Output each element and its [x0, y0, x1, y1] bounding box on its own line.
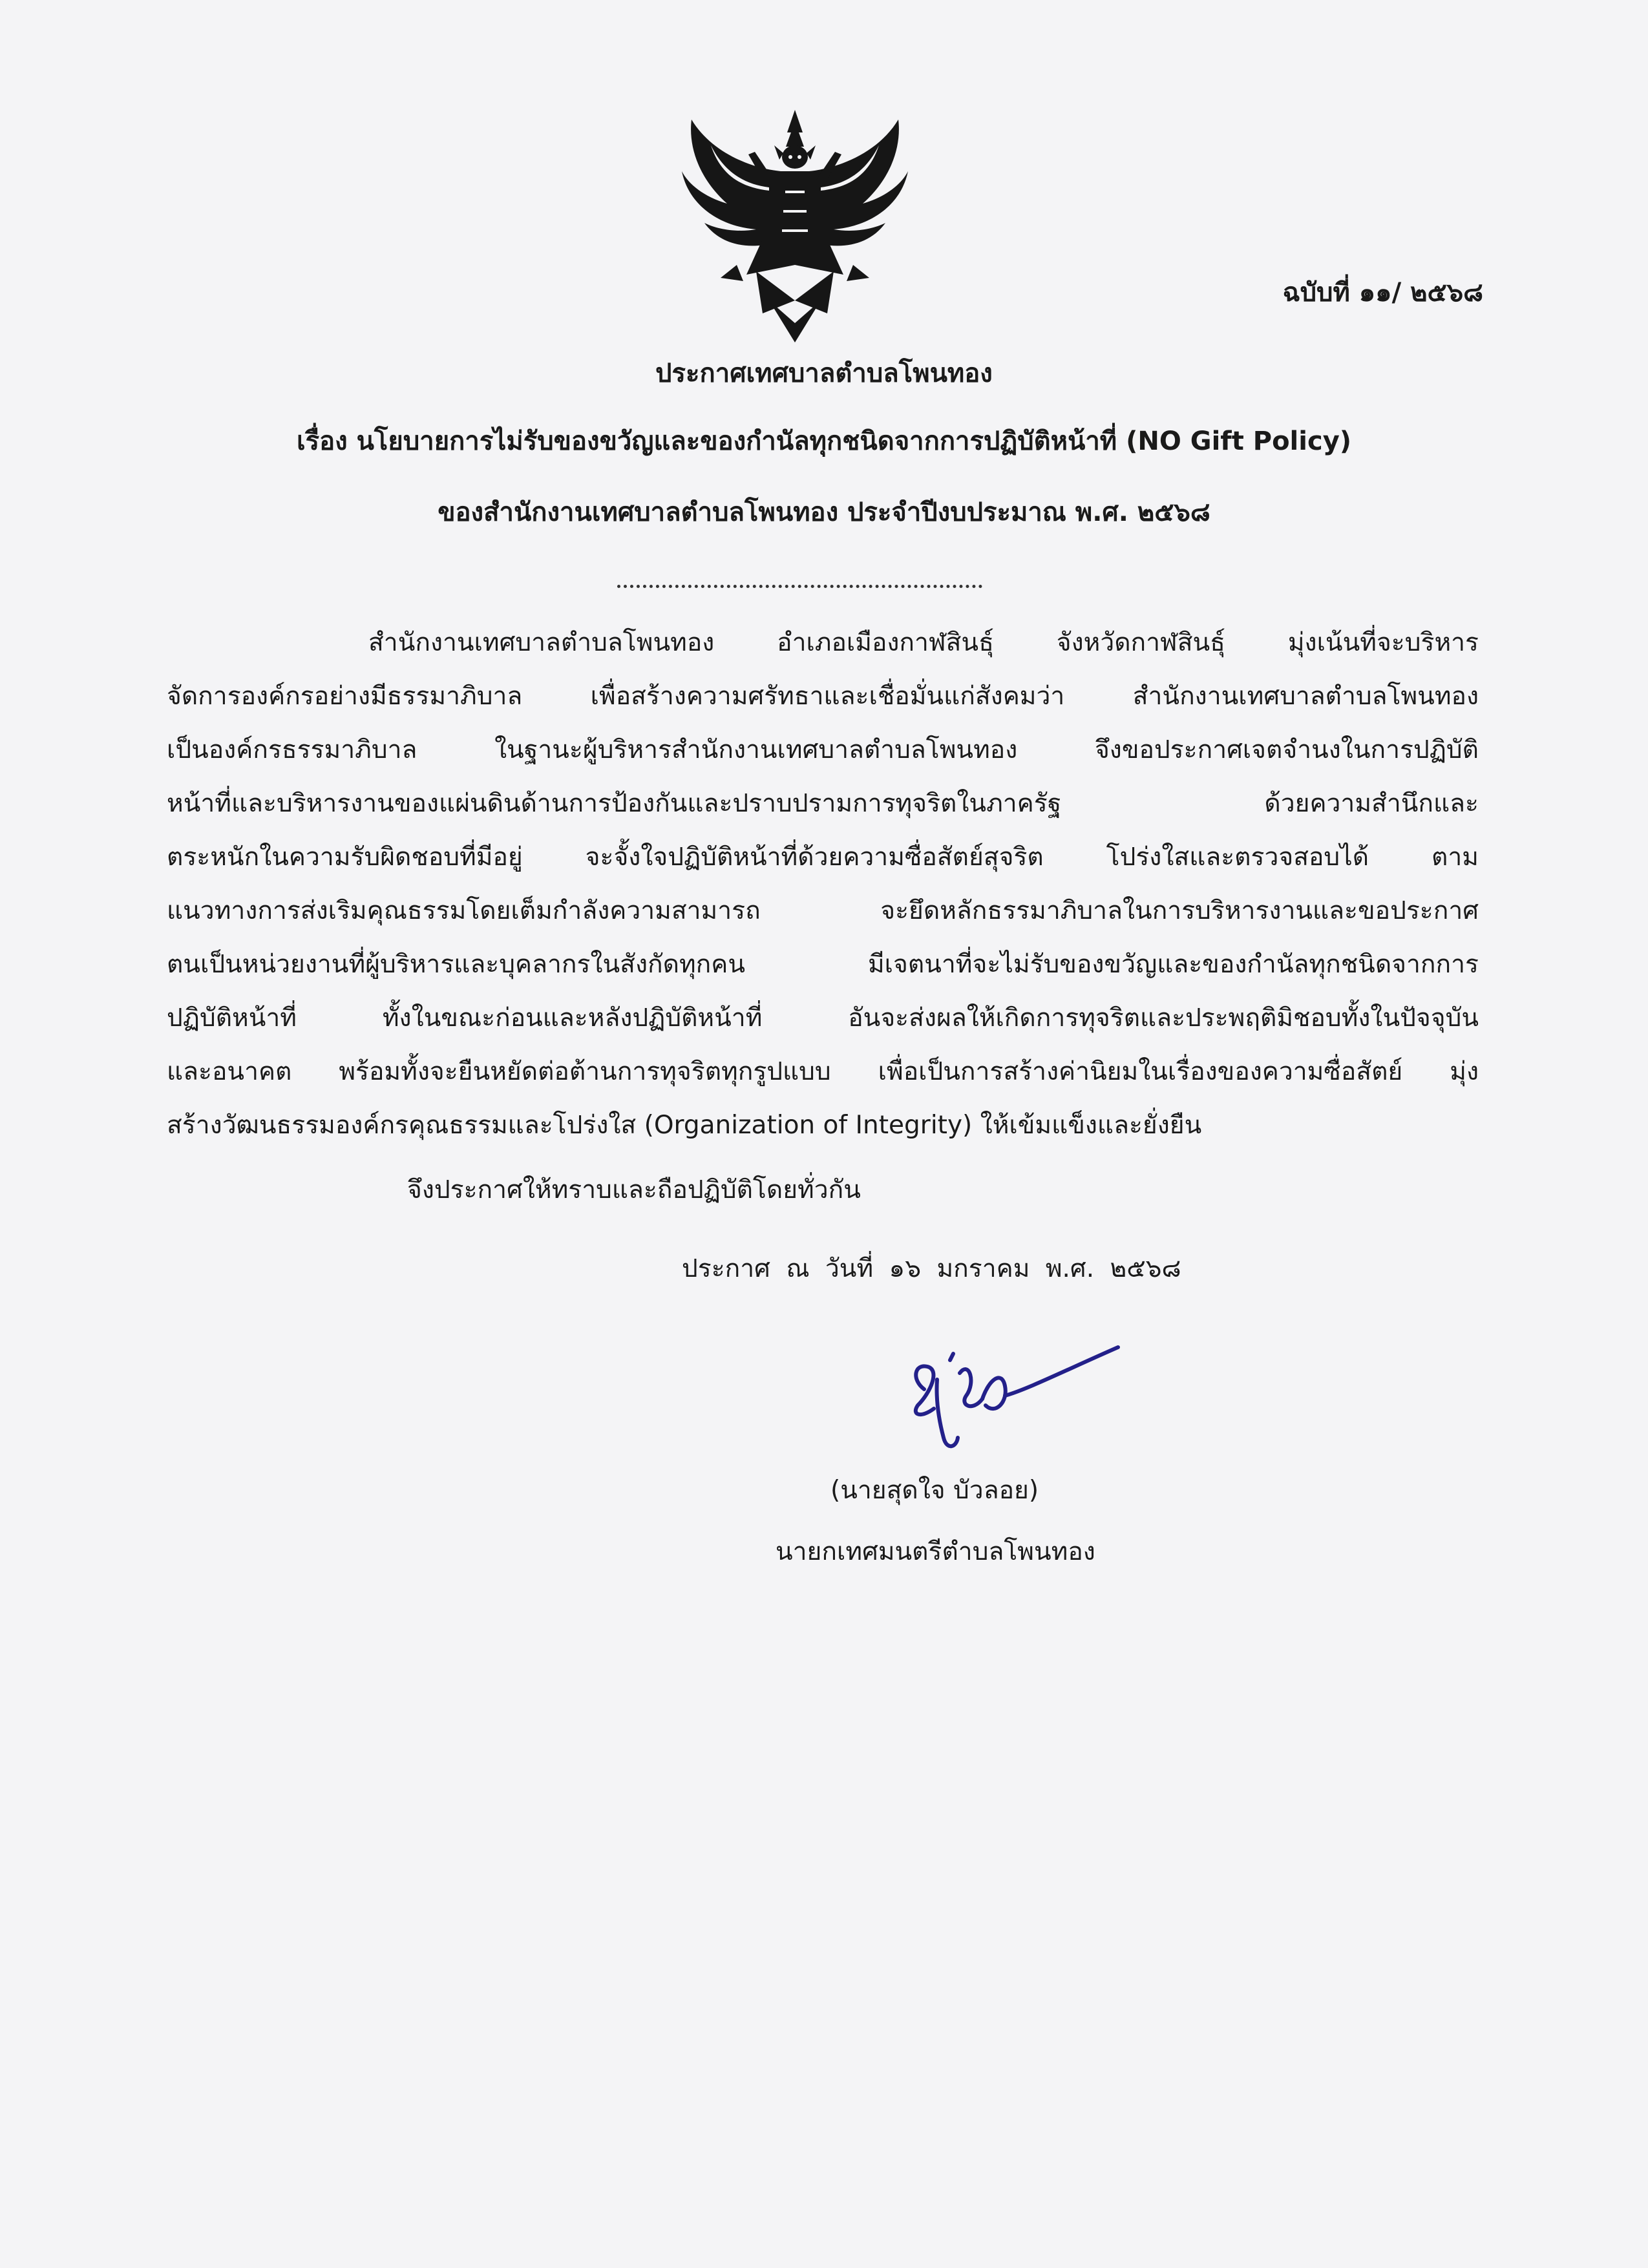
garuda-emblem-icon: [666, 107, 924, 346]
body-line: จัดการองค์กรอย่างมีธรรมาภิบาล เพื่อสร้างความศรัทธาและเชื่อมั่นแก่สังคมว่า สำนักงานเทศบาลตำบลโพนทอง: [167, 682, 1479, 711]
body-line: และอนาคต พร้อมทั้งจะยืนหยัดต่อต้านการทุจริตทุกรูปแบบ เพื่อเป็นการสร้างค่านิยมในเรื่องของความซื่อสัตย์ มุ่ง: [167, 1057, 1479, 1086]
body-line: สร้างวัฒนธรรมองค์กรคุณธรรมและโปร่งใส (Organization of Integrity) ให้เข้มแข็งและยั่งยืน: [167, 1111, 1202, 1140]
dotted-separator: [617, 585, 982, 588]
announcement-title: ประกาศเทศบาลตำบลโพนทอง: [655, 359, 993, 388]
body-line: ตนเป็นหน่วยงานที่ผู้บริหารและบุคลากรในสังกัดทุกคน มีเจตนาที่จะไม่รับของขวัญและของกำนัลทุกชนิดจากการ: [167, 950, 1479, 979]
announcement-date: ประกาศ ณ วันที่ ๑๖ มกราคม พ.ศ. ๒๕๖๘: [682, 1254, 1181, 1283]
signatory-name: (นายสุดใจ บัวลอย): [830, 1476, 1039, 1505]
body-line: ตระหนักในความรับผิดชอบที่มีอยู่ จะจั้งใจปฏิบัติหน้าที่ด้วยความซื่อสัตย์สุจริต โปร่งใสและตรวจสอบได้ ตาม: [167, 843, 1479, 872]
document-number: ฉบับที่ ๑๑/ ๒๕๖๘: [1282, 278, 1483, 308]
handwritten-signature: [898, 1334, 1131, 1464]
body-line: หน้าที่และบริหารงานของแผ่นดินด้านการป้องกันและปราบปรามการทุจริตในภาครัฐ ด้วยความสำนึกและ: [167, 789, 1479, 818]
body-line: เป็นองค์กรธรรมาภิบาล ในฐานะผู้บริหารสำนักงานเทศบาลตำบลโพนทอง จึงขอประกาศเจตจำนงในการปฏิบัติ: [167, 735, 1479, 764]
closing-statement: จึงประกาศให้ทราบและถือปฏิบัติโดยทั่วกัน: [407, 1175, 861, 1204]
announcement-subject: เรื่อง นโยบายการไม่รับของขวัญและของกำนัลทุกชนิดจากการปฏิบัติหน้าที่ (NO Gift Policy): [296, 426, 1352, 456]
signatory-position: นายกเทศมนตรีตำบลโพนทอง: [776, 1537, 1095, 1566]
body-line: แนวทางการส่งเริมคุณธรรมโดยเต็มกำลังความสามารถ จะยึดหลักธรรมาภิบาลในการบริหารงานและขอประกาศ: [167, 896, 1479, 925]
body-line: สำนักงานเทศบาลตำบลโพนทอง อำเภอเมืองกาฬสินธุ์ จังหวัดกาฬสินธุ์ มุ่งเน้นที่จะบริหาร: [368, 628, 1479, 657]
body-line: ปฏิบัติหน้าที่ ทั้งในขณะก่อนและหลังปฏิบัติหน้าที่ อันจะส่งผลให้เกิดการทุจริตและประพฤติมิชอบทั้งในปัจจุบัน: [167, 1003, 1479, 1033]
announcement-subject-continued: ของสำนักงานเทศบาลตำบลโพนทอง ประจำปีงบประมาณ พ.ศ. ๒๕๖๘: [438, 498, 1210, 527]
